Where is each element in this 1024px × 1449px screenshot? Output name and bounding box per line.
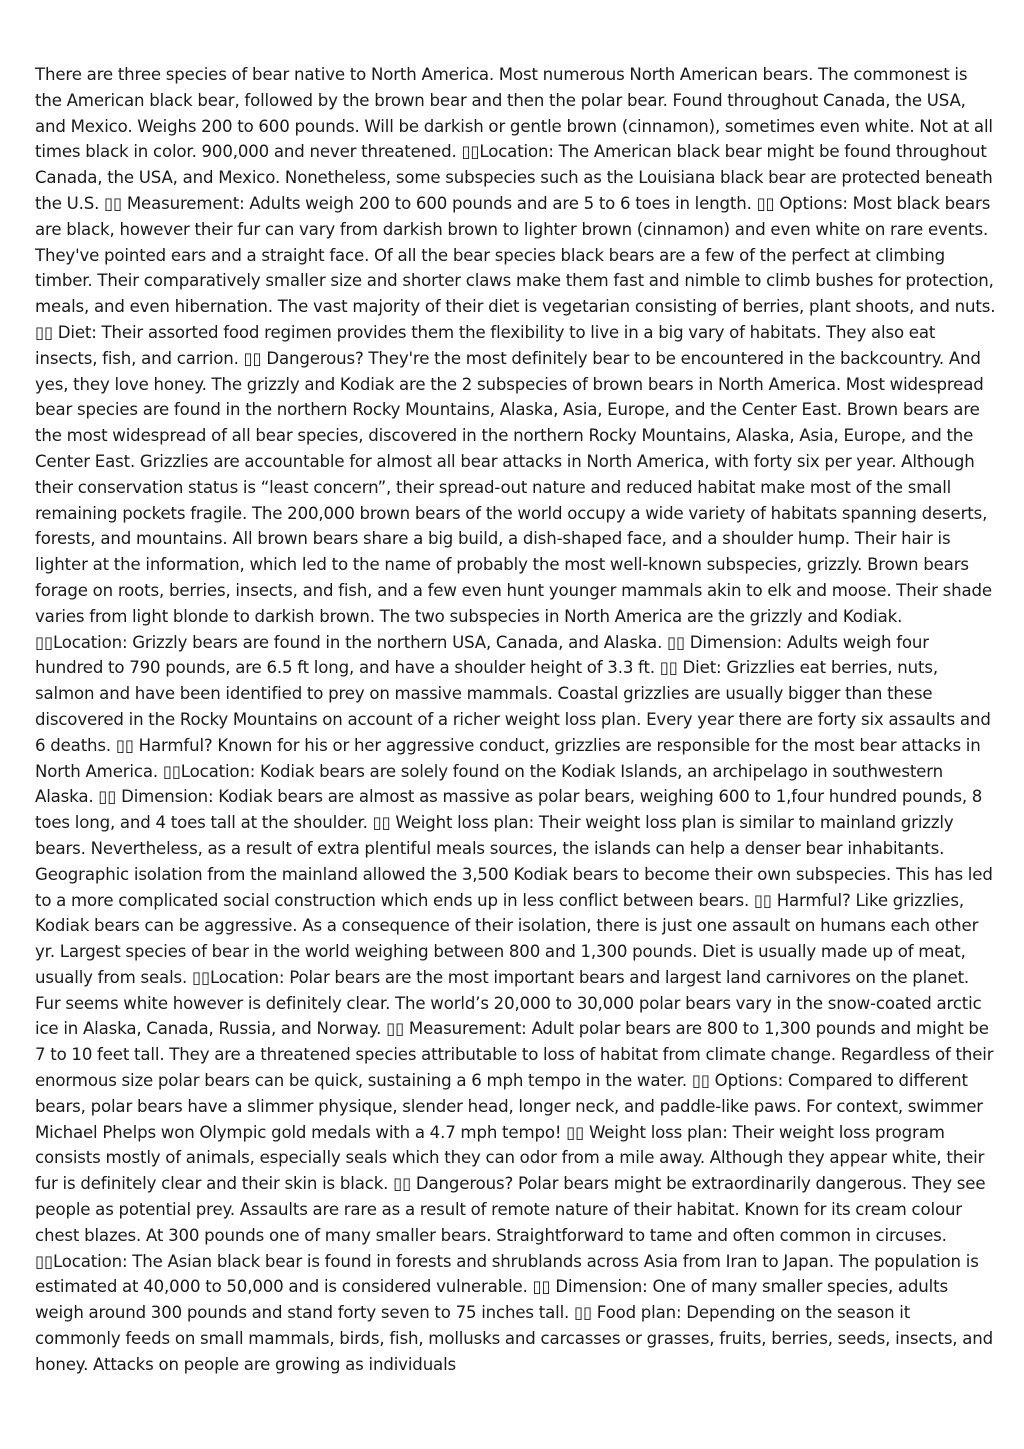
document-body-text: There are three species of bear native to North America. Most numerous North American bears. The commonest is the American black bear, followed by the brown bear and then the polar bear. Found throughout Canada, the USA, and Mexico. Weighs 200 to 600 pounds. Will be darkish or gentle brown (cinnamon), sometimes even white. Not at all times black in color. 900,000 and never threatened. ▯▯Location: The American black bear might be found throughout Canada, the USA, and Mexico. Nonetheless, some subspecies such as the Louisiana black bear are protected beneath the U.S. ▯▯ Measurement: Adults weigh 200 to 600 pounds and are 5 to 6 toes in length. ▯▯ Options: Most black bears are black, however their fur can vary from darkish brown to lighter brown (cinnamon) and even white on rare events. They've pointed ears and a straight face. Of all the bear species black bears are a few of the perfect at climbing timber. Their comparatively smaller size and shorter claws make them fast and nimble to climb bushes for protection, meals, and even hibernation. The vast majority of their diet is vegetarian consisting of berries, plant shoots, and nuts. ▯▯ Diet: Their assorted food regimen provides them the flexibility to live in a big vary of habitats. They also eat insects, fish, and carrion. ▯▯ Dangerous? They're the most definitely bear to be encountered in the backcountry. And yes, they love honey. The grizzly and Kodiak are the 2 subspecies of brown bears in North America. Most widespread bear species are found in the northern Rocky Mountains, Alaska, Asia, Europe, and the Center East. Brown bears are the most widespread of all bear species, discovered in the northern Rocky Mountains, Alaska, Asia, Europe, and the Center East. Grizzlies are accountable for almost all bear attacks in North America, with forty six per year. Although their conservation status is “least concern”, their spread-out nature and reduced habitat make most of the small remaining pockets fragile. The 200,000 brown bears of the world occupy a wide variety of habitats spanning deserts, forests, and mountains. All brown bears share a big build, a dish-shaped face, and a shoulder hump. Their hair is lighter at the information, which led to the name of probably the most well-known subspecies, grizzly. Brown bears forage on roots, berries, insects, and fish, and a few even hunt younger mammals akin to elk and moose. Their shade varies from light blonde to darkish brown. The two subspecies in North America are the grizzly and Kodiak. ▯▯Location: Grizzly bears are found in the northern USA, Canada, and Alaska. ▯▯ Dimension: Adults weigh four hundred to 790 pounds, are 6.5 ft long, and have a shoulder height of 3.3 ft. ▯▯ Diet: Grizzlies eat berries, nuts, salmon and have been identified to prey on massive mammals. Coastal grizzlies are usually bigger than these discovered in the Rocky Mountains on account of a richer weight loss plan. Every year there are forty six assaults and 6 deaths. ▯▯ Harmful? Known for his or her aggressive conduct, grizzlies are responsible for the most bear attacks in North America. ▯▯Location: Kodiak bears are solely found on the Kodiak Islands, an archipelago in southwestern Alaska. ▯▯ Dimension: Kodiak bears are almost as massive as polar bears, weighing 600 to 1,four hundred pounds, 8 toes long, and 4 toes tall at the shoulder. ▯▯ Weight loss plan: Their weight loss plan is similar to mainland grizzly bears. Nevertheless, as a result of extra plentiful meals sources, the islands can help a denser bear inhabitants. Geographic isolation from the mainland allowed the 3,500 Kodiak bears to become their own subspecies. This has led to a more complicated social construction which ends up in less conflict between bears. ▯▯ Harmful? Like grizzlies, Kodiak bears can be aggressive. As a consequence of their isolation, there is just one assault on humans each other yr. Largest species of bear in the world weighing between 800 and 1,300 pounds. Diet is usually made up of meat, usually from seals. ▯▯Location: Polar bears are the most important bears and largest land carnivores on the planet. Fur seems white however is definitely clear. The world’s 20,000 to 30,000 polar bears vary in the snow-coated arctic ice in Alaska, Canada, Russia, and Norway. ▯▯ Measurement: Adult polar bears are 800 to 1,300 pounds and might be 7 to 10 feet tall. They are a threatened species attributable to loss of habitat from climate change. Regardless of their enormous size polar bears can be quick, sustaining a 6 mph tempo in the water. ▯▯ Options: Compared to different bears, polar bears have a slimmer physique, slender head, longer neck, and paddle-like paws. For context, swimmer Michael Phelps won Olympic gold medals with a 4.7 mph tempo! ▯▯ Weight loss plan: Their weight loss program consists mostly of animals, especially seals which they can odor from a mile away. Although they appear white, their fur is definitely clear and their skin is black. ▯▯ Dangerous? Polar bears might be extraordinarily dangerous. They see people as potential prey. Assaults are rare as a result of remote nature of their habitat. Known for its cream colour chest blazes. At 300 pounds one of many smaller bears. Straightforward to tame and often common in circuses. ▯▯Location: The Asian black bear is found in forests and shrublands across Asia from Iran to Japan. The population is estimated at 40,000 to 50,000 and is considered vulnerable. ▯▯ Dimension: One of many smaller species, adults weigh around 300 pounds and stand forty seven to 75 inches tall. ▯▯ Food plan: Depending on the season it commonly feeds on small mammals, birds, fish, mollusks and carcasses or grasses, fruits, berries, seeds, insects, and honey. Attacks on people are growing as individuals bbox=[35, 65, 996, 1374]
